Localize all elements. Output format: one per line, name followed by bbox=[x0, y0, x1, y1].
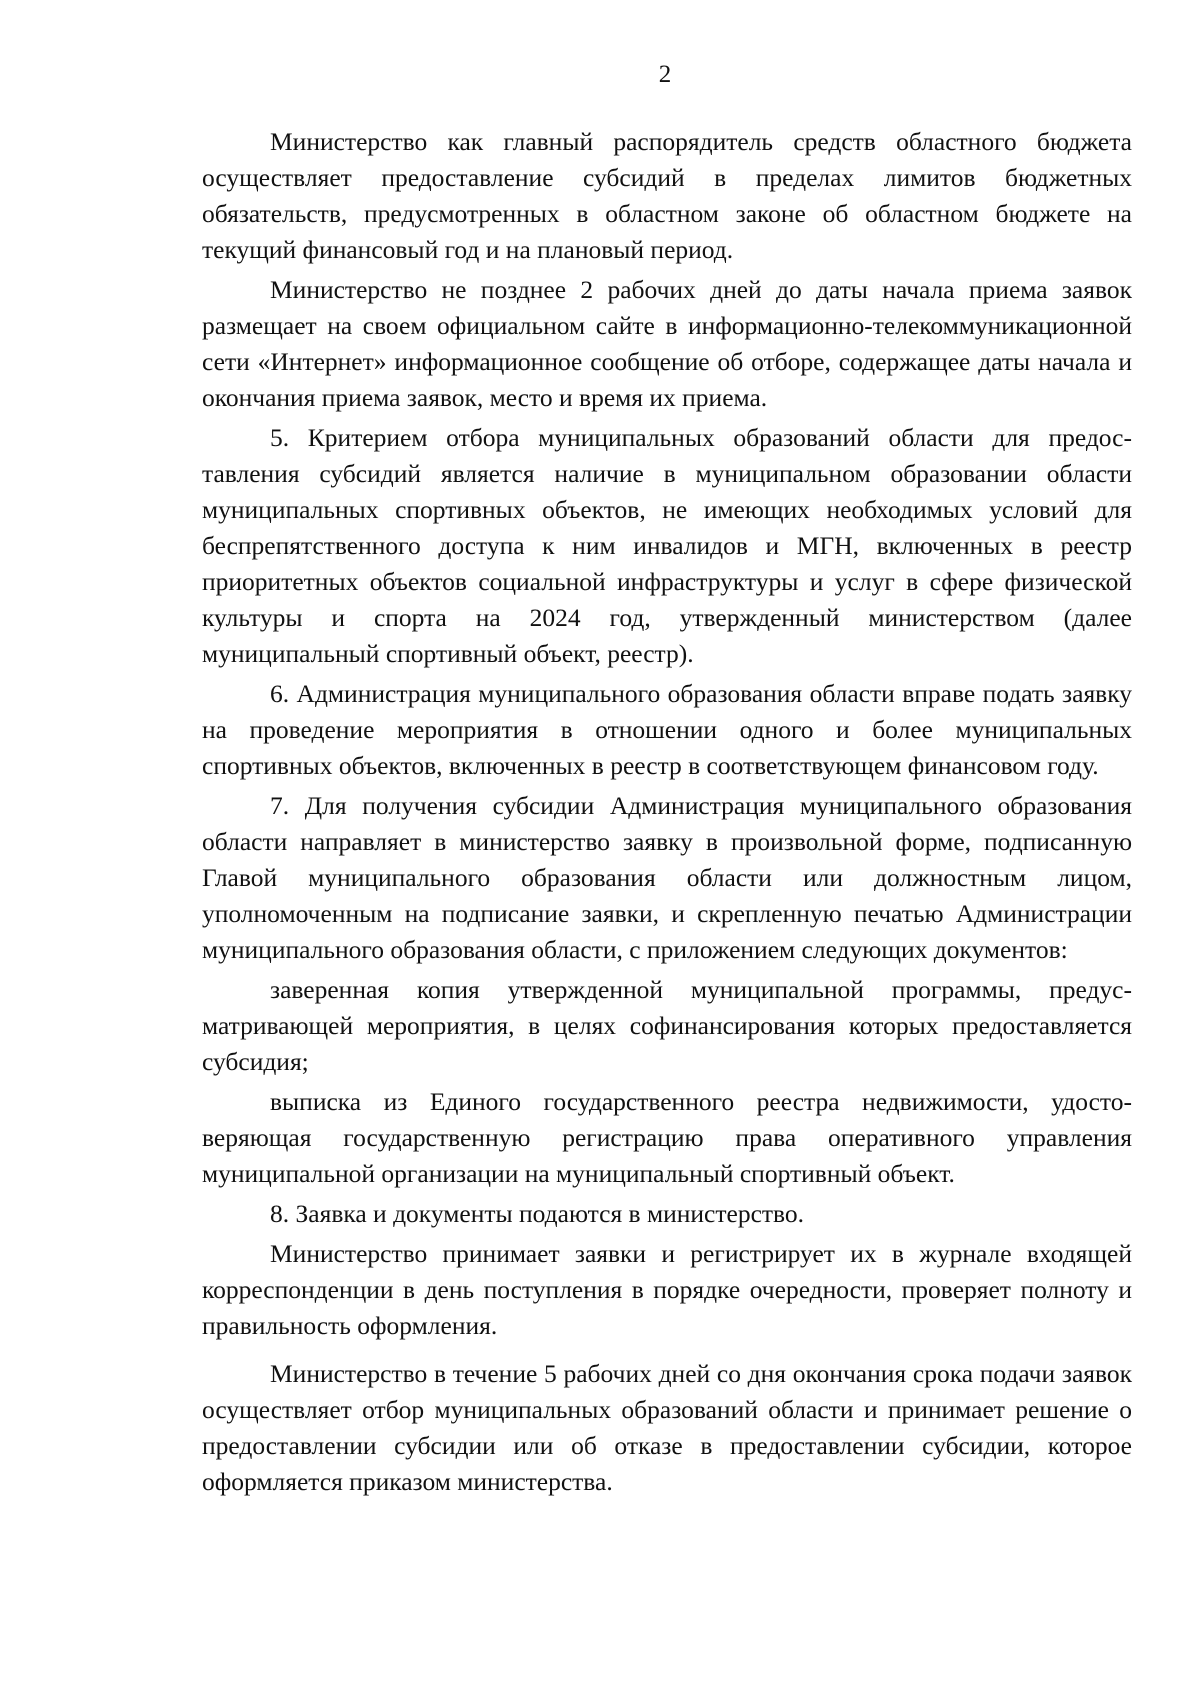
paragraph-submission: 8. Заявка и документы подаются в министерство. bbox=[270, 1199, 805, 1228]
paragraph-application-procedure: 7. Для получения субсидии Администрация муниципального образования области направляет в министерство заявку в произвольной форме, подписанную Главой муниципального образования области или должностным лицом, уполномоченным на подписание заявки, и скрепленную печатью Администрации муниципального образования области, с приложением следующих документов: bbox=[202, 791, 1132, 964]
paragraph-decision: Министерство в течение 5 рабочих дней со дня окончания срока подачи заявок осуществляет отбор муниципальных образований области и принимает решение о предоставлении субсидии или об отказе в предоставлении субсидии, которое оформляется приказом министерства. bbox=[202, 1359, 1132, 1496]
list-item-program-copy: заверенная копия утвержденной муниципальной программы, предусматривающей мероприятия, в целях софинансирования которых предоставляется субсидия; bbox=[202, 975, 1132, 1076]
document-body bbox=[202, 124, 1132, 1500]
paragraph-budget-limits: Министерство как главный распорядитель средств областного бюджета осуществляет предоставление субсидий в пределах лимитов бюджетных обязательств, предусмотренных в областном законе об областном бюджете на текущий финансовый год и на плановый период. bbox=[202, 127, 1132, 264]
paragraph-info-message: Министерство не позднее 2 рабочих дней до даты начала приема заявок размещает на своем официальном сайте в информационно-телекоммуникационной сети «Интернет» информационное сообщение об отборе, содержащее даты начала и окончания приема заявок, место и время их приема. bbox=[202, 275, 1132, 412]
paragraph-registration: Министерство принимает заявки и регистрирует их в журнале входящей корреспонденции в день поступления в порядке очередности, проверяет полноту и правильность оформления. bbox=[202, 1239, 1132, 1340]
list-item-registry-extract: выписка из Единого государственного реестра недвижимости, удостоверяющая государственную регистрацию права оперативного управления муниципальной организации на муниципальный спортивный объект. bbox=[202, 1087, 1132, 1188]
paragraph-selection-criterion: 5. Критерием отбора муниципальных образований области для предоставления субсидий является наличие в муниципальном образовании области муниципальных спортивных объектов, не имеющих необходимых условий для беспрепятственного доступа к ним инвалидов и МГН, включенных в реестр приоритетных объектов социальной инфраструктуры и услуг в сфере физической культуры и спорта на 2024 год, утвержденный министерством (далее муниципальный спортивный объект, реестр). bbox=[202, 423, 1132, 668]
paragraph-application-right: 6. Администрация муниципального образования области вправе подать заявку на проведение мероприятия в отношении одного и более муниципальных спортивных объектов, включенных в реестр в соответствующем финансовом году. bbox=[202, 679, 1132, 780]
page-number: 2 bbox=[658, 61, 672, 88]
